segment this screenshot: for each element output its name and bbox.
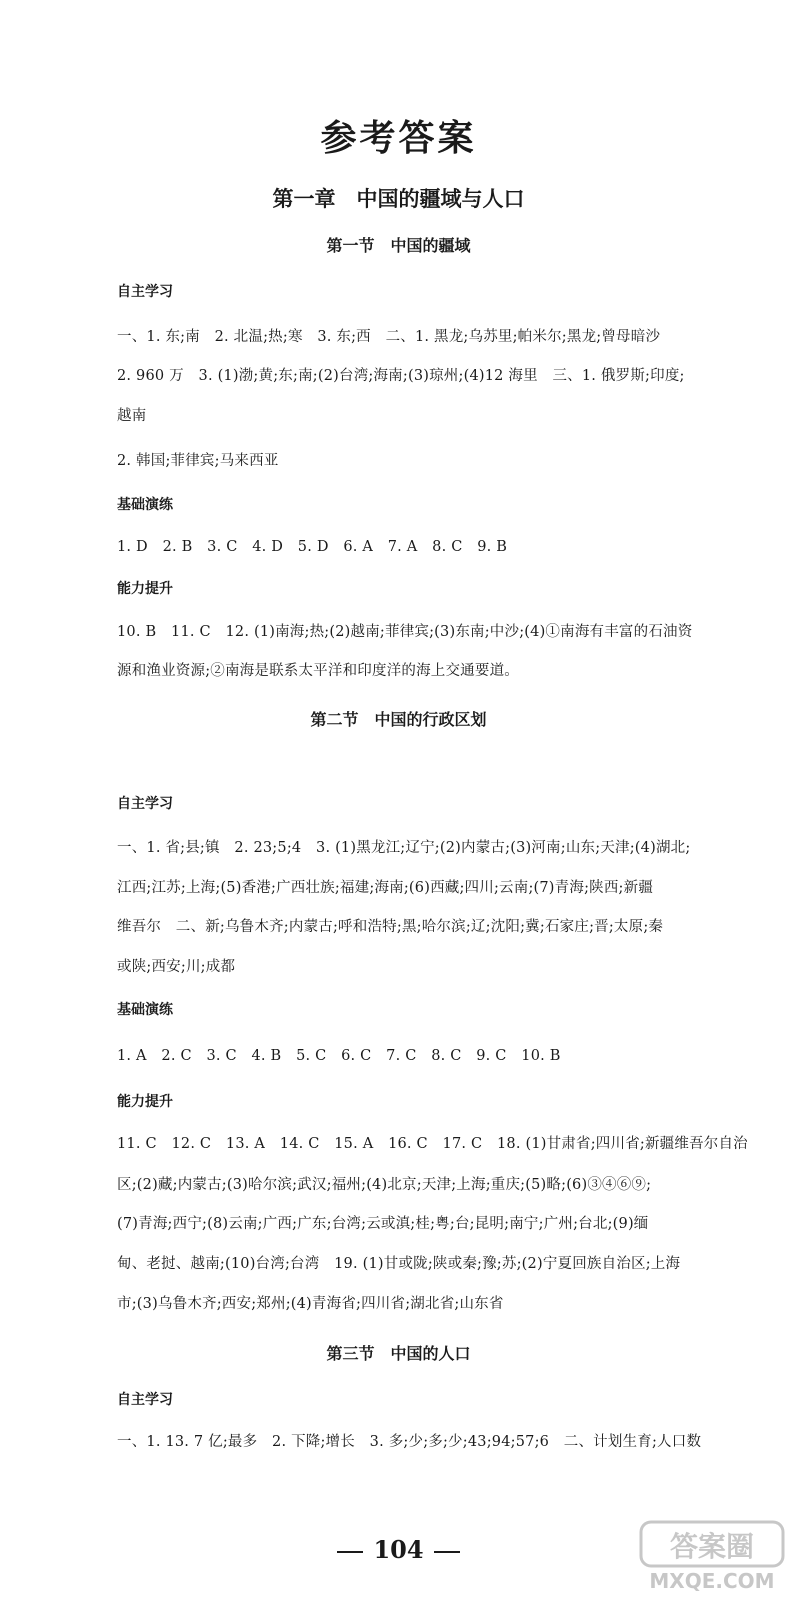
watermark-top-text: 答案圈 [669,1530,755,1563]
s1-basic-line-1: 1. D 2. B 3. C 4. D 5. D 6. A 7. A 8. C 9. B [117,539,508,555]
section-3-heading: 第三节 中国的人口 [326,1344,471,1363]
s1-self-study-line-2: 2. 960 万 3. (1)渤;黄;东;南;(2)台湾;海南;(3)琼州;(4)12 海里 三、1. 俄罗斯;印度; [117,368,685,384]
s2-self-study-line-3: 维吾尔 二、新;乌鲁木齐;内蒙古;呼和浩特;黑;哈尔滨;辽;沈阳;冀;石家庄;晋;太原;秦 [117,919,664,935]
s1-basic-label: 基础演练 [117,497,173,513]
page-title: 参考答案 [320,118,477,159]
s2-basic-label: 基础演练 [117,1002,173,1018]
s3-self-study-label: 自主学习 [117,1392,173,1408]
page-number-dash-right [434,1551,460,1553]
s2-self-study-label: 自主学习 [117,796,173,812]
watermark-logo [637,1518,787,1594]
s2-ability-line-3: (7)青海;西宁;(8)云南;广西;广东;台湾;云或滇;桂;粤;台;昆明;南宁;广州;台北;(9)缅 [117,1216,649,1232]
page-number-value: 104 [373,1535,424,1564]
s2-ability-line-2: 区;(2)藏;内蒙古;(3)哈尔滨;武汉;福州;(4)北京;天津;上海;重庆;(5)略;(6)③④⑥⑨; [117,1177,652,1193]
page-number-dash-left [337,1551,363,1553]
s1-self-study-label: 自主学习 [117,284,173,300]
s2-ability-line-4: 甸、老挝、越南;(10)台湾;台湾 19. (1)甘或陇;陕或秦;豫;苏;(2)宁夏回族自治区;上海 [117,1256,681,1272]
s2-self-study-line-4: 或陕;西安;川;成都 [117,959,236,975]
s2-ability-line-1: 11. C 12. C 13. A 14. C 15. A 16. C 17. C 18. (1)甘肃省;四川省;新疆维吾尔自治 [117,1136,748,1152]
s1-ability-line-1: 10. B 11. C 12. (1)南海;热;(2)越南;菲律宾;(3)东南;中沙;(4)①南海有丰富的石油资 [117,624,693,640]
s1-self-study-line-1: 一、1. 东;南 2. 北温;热;寒 3. 东;西 二、1. 黑龙;乌苏里;帕米尔;黑龙;曾母暗沙 [117,329,661,345]
s1-ability-line-2: 源和渔业资源;②南海是联系太平洋和印度洋的海上交通要道。 [117,663,519,679]
s1-self-study-line-3: 越南 [117,408,147,424]
chapter-heading: 第一章 中国的疆域与人口 [272,187,525,211]
section-2-heading: 第二节 中国的行政区划 [310,710,487,729]
s2-ability-line-5: 市;(3)乌鲁木齐;西安;郑州;(4)青海省;四川省;湖北省;山东省 [117,1296,504,1312]
s1-ability-label: 能力提升 [117,581,173,597]
s2-self-study-line-1: 一、1. 省;县;镇 2. 23;5;4 3. (1)黑龙江;辽宁;(2)内蒙古;(3)河南;山东;天津;(4)湖北; [117,840,691,856]
s1-self-study-line-4: 2. 韩国;菲律宾;马来西亚 [117,453,279,469]
s2-self-study-line-2: 江西;江苏;上海;(5)香港;广西壮族;福建;海南;(6)西藏;四川;云南;(7)青海;陕西;新疆 [117,880,654,896]
s2-ability-label: 能力提升 [117,1094,173,1110]
s2-basic-line-1: 1. A 2. C 3. C 4. B 5. C 6. C 7. C 8. C 9. C 10. B [117,1048,561,1064]
section-1-heading: 第一节 中国的疆域 [326,236,471,255]
watermark-bottom-text: MXQE.COM [649,1569,775,1593]
s3-self-study-line-1: 一、1. 13. 7 亿;最多 2. 下降;增长 3. 多;少;多;少;43;94;57;6 二、计划生育;人口数 [117,1434,702,1450]
